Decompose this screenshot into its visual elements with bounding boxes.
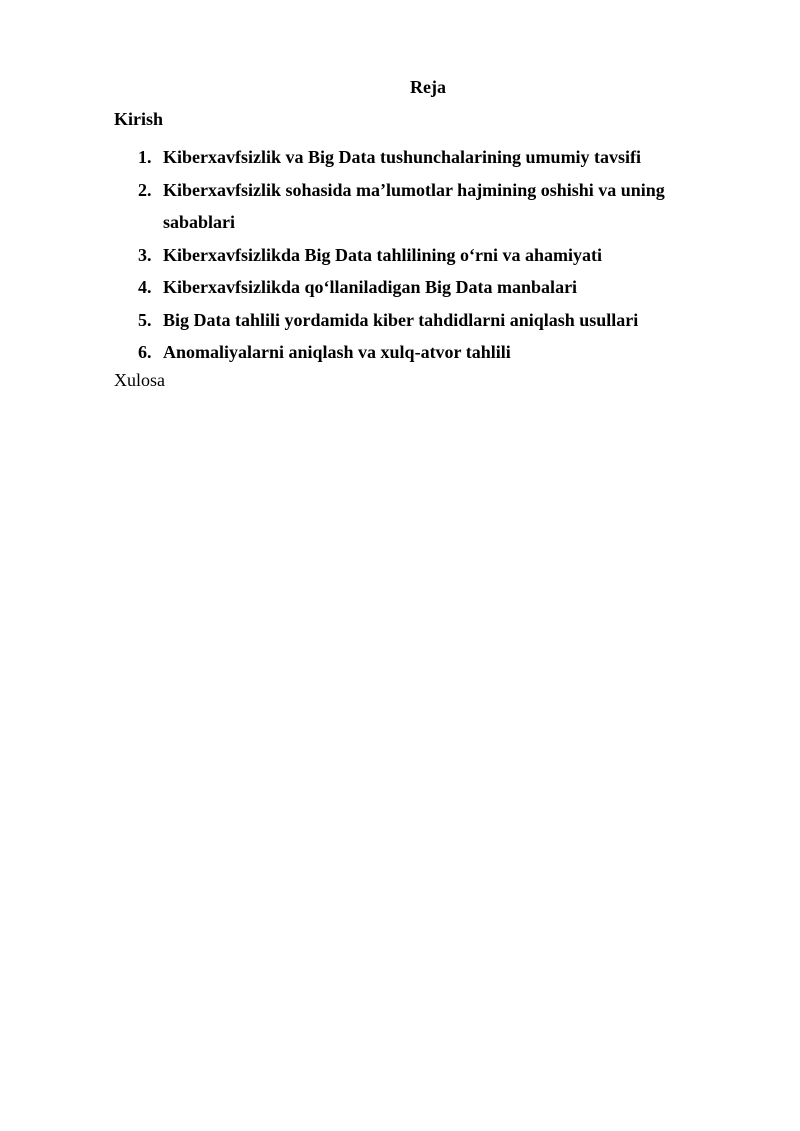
page-title: Reja (410, 77, 446, 97)
toc-item-number: 1. (138, 147, 152, 167)
toc-item-5 (114, 304, 714, 337)
toc-item-text: Kiberxavfsizlikda Big Data tahlilining o‘rni va ahamiyati (163, 244, 603, 265)
toc-item-2 (114, 174, 714, 239)
toc-item-text: Anomaliyalarni aniqlash va xulq-atvor tahlili (163, 342, 511, 362)
toc-item-number: 2. (138, 179, 152, 200)
conclusion-heading: Xulosa (114, 370, 165, 390)
toc-item-3 (114, 239, 714, 272)
toc-item-number: 5. (138, 309, 152, 330)
intro-heading: Kirish (114, 109, 164, 129)
toc-item-text: Big Data tahlili yordamida kiber tahdidlarni aniqlash usullari (163, 309, 639, 330)
toc-item-number: 4. (138, 277, 152, 297)
toc-item-6 (114, 336, 714, 369)
table-of-contents (114, 141, 714, 369)
toc-item-4 (114, 271, 714, 304)
toc-item-text: Kiberxavfsizlikda qo‘llaniladigan Big Data manbalari (163, 277, 578, 297)
toc-item-text: Kiberxavfsizlik va Big Data tushunchalarining umumiy tavsifi (163, 147, 642, 167)
toc-item-1 (114, 141, 714, 174)
toc-item-number: 6. (138, 342, 152, 362)
toc-item-number: 3. (138, 244, 152, 265)
toc-item-text: Kiberxavfsizlik sohasida ma’lumotlar hajmining oshishi va uning sabablari (163, 179, 665, 232)
